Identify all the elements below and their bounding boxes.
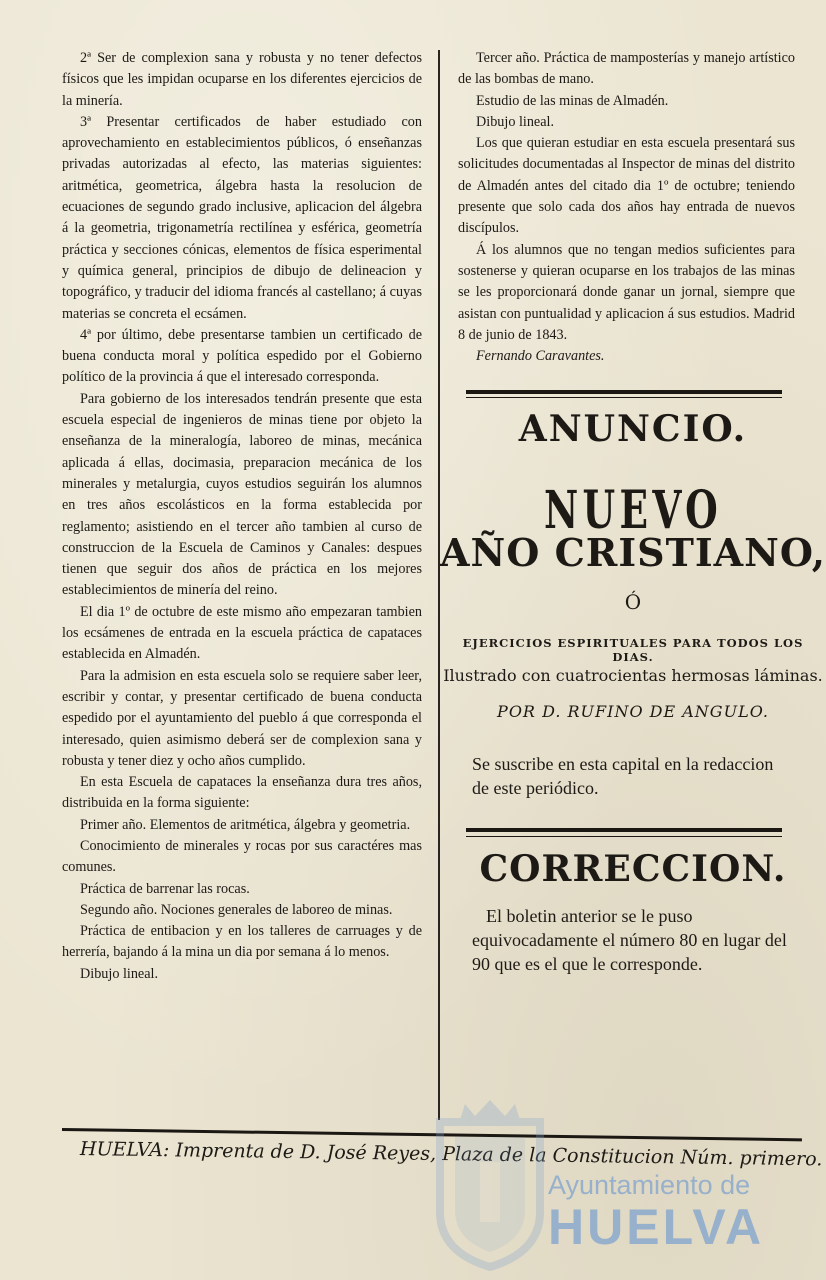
rule-thick bbox=[466, 390, 782, 394]
paragraph: Estudio de las minas de Almadén. bbox=[476, 92, 669, 109]
rule-thin bbox=[466, 397, 782, 398]
paragraph: El dia 1º de octubre de este mismo año empezaran tambien los ecsámenes de entrada en la escuela práctica de capataces establecida en Almadén. bbox=[62, 603, 422, 663]
paragraph: En esta Escuela de capataces la enseñanza dura tres años, distribuida en la forma siguiente: bbox=[62, 774, 422, 812]
advert-illustrated: Ilustrado con cuatrocientas hermosas láminas. bbox=[443, 666, 823, 685]
correction-heading: CORRECCION. bbox=[479, 848, 787, 890]
city-shield-icon bbox=[420, 1092, 560, 1272]
paragraph: 2ª Ser de complexion sana y robusta y no tener defectos físicos que les impidan ocuparse en los diferentes ejercicios de la minería. bbox=[62, 50, 422, 109]
paragraph: Práctica de barrenar las rocas. bbox=[80, 880, 250, 897]
paragraph: Á los alumnos que no tengan medios suficientes para sostenerse y quieran ocuparse en los trabajos de las minas se les proporcionará donde ganar un jornal, siempre que asistan con puntualidad y aplicacion á sus estudios. Madrid 8 de junio de 1843. bbox=[458, 241, 795, 343]
advert-conjunction: Ó bbox=[624, 590, 642, 614]
advert-author: POR D. RUFINO DE ANGULO. bbox=[497, 702, 769, 721]
advert-title-nuevo: NUEVO bbox=[543, 480, 723, 541]
paragraph: Segundo año. Nociones generales de laboreo de minas. bbox=[80, 901, 393, 918]
watermark-line2: HUELVA bbox=[548, 1199, 765, 1255]
correction-text: El boletin anterior se le puso equivocadamente el número 80 en lugar del 90 que es el que le corresponde. bbox=[472, 906, 787, 974]
right-column bbox=[458, 48, 795, 367]
rule-thin bbox=[466, 836, 782, 837]
paragraph: 4ª por último, debe presentarse tambien un certificado de buena conducta moral y política espedido por el Gobierno político de la provincia á que el interesado corresponda. bbox=[62, 326, 422, 386]
advert-subtitle: EJERCICIOS ESPIRITUALES PARA TODOS LOS DIAS. bbox=[462, 636, 804, 664]
paragraph: Dibujo lineal. bbox=[80, 965, 159, 982]
paragraph: 3ª Presentar certificados de haber estudiado con aprovechamiento en establecimientos públicos, ó enseñanzas privadas autorizadas al efecto, las materias siguientes: aritmética, geometrica, álgebra hasta la resolucion de ecuaciones de segundo grado inclusive, aplicacion del álgebra á la geometria, trigonametría rectilínea y esférica, geometría práctica y secciones cónicas, elementos de física esperimental y química general, principios de dibujo de delineacion y topográfico, y traducir del idioma francés al castellano; á cuyas materias se concreta el ecsámen. bbox=[62, 113, 422, 322]
paragraph: Para gobierno de los interesados tendrán presente que esta escuela especial de ingenieros de minas tiene por objeto la enseñanza de la mineralogía, laboreo de minas, mecánica aplicada á ellas, docimasia, preparacion mecánica de los minerales y metalurgia, cuyos estudios seguirán los alumnos en tres años escolásticos en la forma establecida por reglamento; asistiendo en el tercer año tambien al curso de construccion de la Escuela de Caminos y Canales: despues tienen que seguir dos años de práctica en los mejores establecimientos de minería del reino. bbox=[62, 390, 422, 599]
paragraph: Conocimiento de minerales y rocas por sus caractéres mas comunes. bbox=[62, 837, 422, 876]
advert-title-ano-cristiano: AÑO CRISTIANO, bbox=[440, 530, 826, 575]
advert-subscribe: Se suscribe en esta capital en la redaccion de este periódico. bbox=[472, 754, 774, 798]
paragraph: Primer año. Elementos de aritmética, álgebra y geometria. bbox=[80, 816, 411, 833]
paragraph: Para la admision en esta escuela solo se requiere saber leer, escribir y contar, y presentar certificado de buena conducta espedido por el ayuntamiento del pueblo á que corresponda el interesado, quien asimismo deberá ser de complexion sana y robusta y tener diez y ocho años cumplido. bbox=[62, 667, 422, 769]
paragraph: Práctica de entibacion y en los talleres de carruages y de herrería, bajando á la mina un dia por semana á lo menos. bbox=[62, 923, 422, 961]
signature-line: Fernando Caravantes. bbox=[476, 348, 605, 365]
paragraph: Tercer año. Práctica de mamposterías y manejo artístico de las bombas de mano. bbox=[458, 50, 795, 88]
imprint-line: HUELVA: Imprenta de D. José Reyes, Plaza de la Constitucion Núm. primero. bbox=[79, 1138, 823, 1171]
paragraph: Dibujo lineal. bbox=[476, 113, 555, 130]
paragraph: Los que quieran estudiar en esta escuela presentará sus solicitudes documentadas al Inspector de minas del distrito de Almadén antes del citado dia 1º de octubre; teniendo presente que solo cada dos años hay entrada de nuevos discípulos. bbox=[458, 135, 795, 237]
advert-heading: ANUNCIO. bbox=[518, 408, 748, 450]
left-column bbox=[62, 48, 422, 985]
rule-thick bbox=[466, 828, 782, 832]
column-divider bbox=[438, 50, 440, 1120]
watermark-line1: Ayuntamiento de bbox=[548, 1170, 751, 1200]
